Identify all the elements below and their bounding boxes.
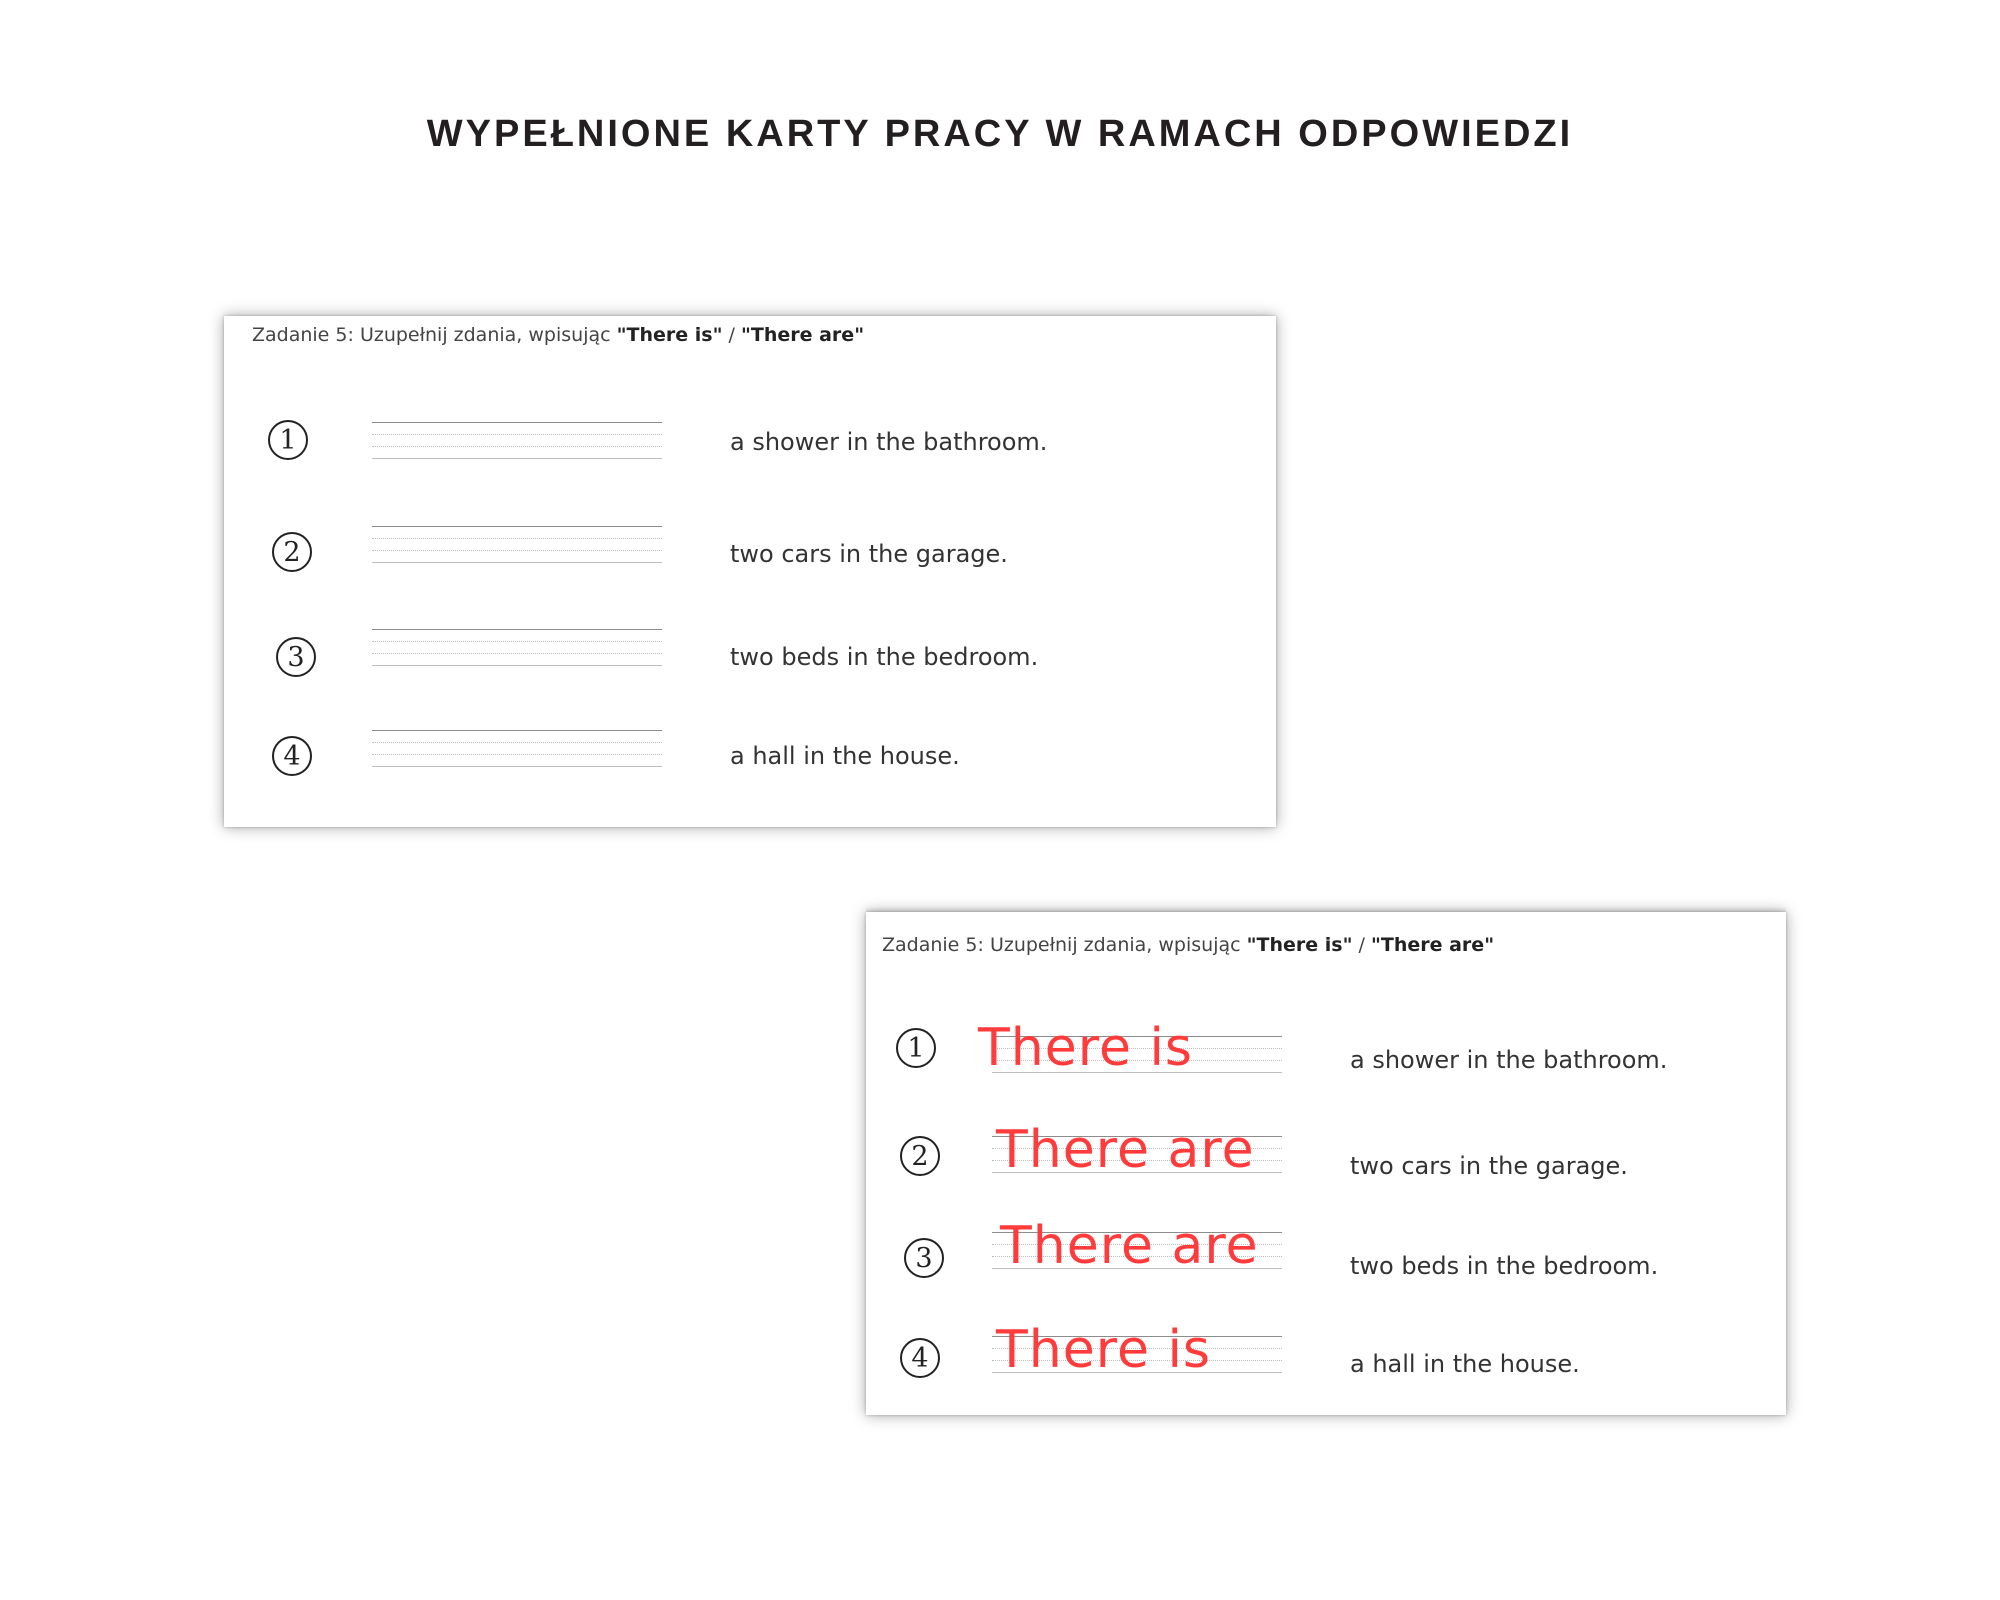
answer-blank[interactable] bbox=[372, 526, 662, 564]
option-there-is: "There is" bbox=[616, 324, 723, 346]
worksheet-instruction bbox=[882, 934, 1494, 956]
sentence-text: two cars in the garage. bbox=[1350, 1152, 1628, 1180]
sentence-text: two beds in the bedroom. bbox=[1350, 1252, 1659, 1280]
answer-blank[interactable] bbox=[372, 629, 662, 667]
instruction-text: Zadanie 5: Uzupełnij zdania, wpisując bbox=[252, 324, 617, 346]
worksheet-row bbox=[224, 730, 1276, 810]
page-title: WYPEŁNIONE KARTY PRACY W RAMACH ODPOWIEDZI bbox=[426, 113, 1574, 155]
card-edge bbox=[866, 906, 1786, 912]
worksheet-instruction bbox=[252, 324, 864, 346]
item-number-badge: 1 bbox=[896, 1028, 936, 1068]
option-there-are: "There are" bbox=[1370, 934, 1495, 956]
sentence-text: a hall in the house. bbox=[1350, 1350, 1580, 1378]
worksheet-row bbox=[224, 629, 1276, 709]
answer-text: There is bbox=[978, 1018, 1194, 1078]
item-number-badge: 3 bbox=[904, 1238, 944, 1278]
sentence-text: a shower in the bathroom. bbox=[730, 428, 1048, 456]
answer-blank[interactable] bbox=[372, 422, 662, 460]
answer-blank[interactable] bbox=[372, 730, 662, 768]
item-number-badge: 4 bbox=[900, 1338, 940, 1378]
answer-text: There are bbox=[996, 1120, 1255, 1180]
worksheet-row bbox=[866, 1120, 1786, 1210]
worksheet-row bbox=[866, 1216, 1786, 1312]
worksheet-row bbox=[866, 1320, 1786, 1412]
option-separator: / bbox=[722, 324, 741, 346]
item-number-badge: 3 bbox=[276, 637, 316, 677]
item-number-badge: 2 bbox=[272, 532, 312, 572]
worksheet-row bbox=[224, 526, 1276, 606]
item-number-badge: 2 bbox=[900, 1136, 940, 1176]
option-there-are: "There are" bbox=[740, 324, 865, 346]
worksheet-blank bbox=[224, 316, 1276, 827]
item-number-badge: 4 bbox=[272, 736, 312, 776]
worksheet-filled bbox=[866, 912, 1786, 1415]
option-separator: / bbox=[1352, 934, 1371, 956]
option-there-is: "There is" bbox=[1246, 934, 1353, 956]
sentence-text: two cars in the garage. bbox=[730, 540, 1008, 568]
answer-text: There are bbox=[1000, 1216, 1259, 1276]
sentence-text: a shower in the bathroom. bbox=[1350, 1046, 1668, 1074]
item-number-badge: 1 bbox=[268, 420, 308, 460]
instruction-text: Zadanie 5: Uzupełnij zdania, wpisując bbox=[882, 934, 1247, 956]
answer-text: There is bbox=[996, 1320, 1212, 1380]
worksheet-row bbox=[866, 1018, 1786, 1102]
sentence-text: two beds in the bedroom. bbox=[730, 643, 1039, 671]
worksheet-row bbox=[224, 416, 1276, 496]
sentence-text: a hall in the house. bbox=[730, 742, 960, 770]
